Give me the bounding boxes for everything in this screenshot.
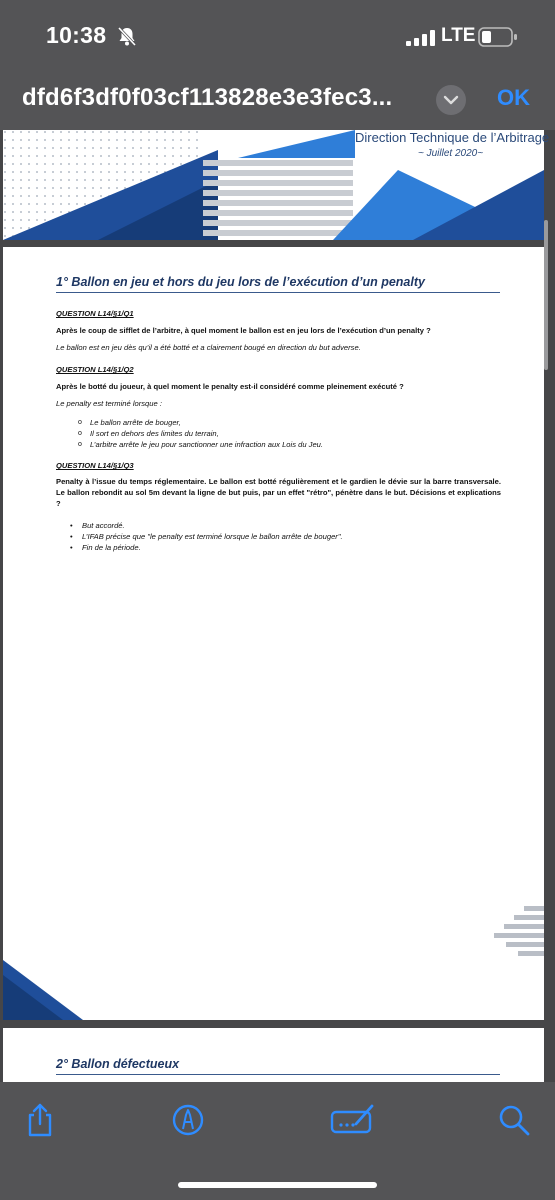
- list-item: • But accordé.: [82, 520, 343, 531]
- question-2-answer-intro: Le penalty est terminé lorsque :: [56, 399, 162, 408]
- question-1-label: QUESTION L14/§1/Q1: [56, 309, 134, 318]
- markup-icon[interactable]: [170, 1102, 206, 1138]
- question-3-label: QUESTION L14/§1/Q3: [56, 461, 134, 470]
- signal-icon: [406, 30, 436, 46]
- signature-icon[interactable]: [330, 1102, 376, 1138]
- section-1-title: 1° Ballon en jeu et hors du jeu lors de l’exécution d’un penalty: [56, 275, 425, 289]
- search-icon[interactable]: [496, 1102, 532, 1138]
- document-title-bar: [0, 72, 555, 130]
- section-1-rule: [56, 292, 500, 293]
- chevron-down-icon: [436, 85, 466, 115]
- pdf-viewer[interactable]: [0, 130, 555, 1082]
- status-bar: [0, 0, 555, 72]
- document-title: dfd6f3df0f03cf113828e3e3fec3...: [22, 84, 393, 111]
- question-3-answer-list: [82, 520, 343, 553]
- pdf-page-2: [3, 247, 544, 1020]
- list-item: • Fin de la période.: [82, 542, 343, 553]
- question-2-answer-list: [90, 417, 323, 450]
- title-menu-button[interactable]: [436, 85, 466, 115]
- question-2-text: Après le botté du joueur, à quel moment le penalty est-il considéré comme pleinement exécuté ?: [56, 382, 404, 391]
- list-item: o Le ballon arrête de bouger,: [90, 417, 323, 428]
- question-1-answer: Le ballon est en jeu dès qu’il a été botté et a clairement bougé en direction du but adverse.: [56, 343, 361, 352]
- share-icon[interactable]: [22, 1102, 58, 1138]
- network-type: LTE: [441, 25, 476, 46]
- header-graphic: [3, 130, 544, 240]
- home-indicator[interactable]: [178, 1182, 377, 1188]
- section-2-title: 2° Ballon défectueux: [56, 1057, 180, 1071]
- question-1-text: Après le coup de sifflet de l’arbitre, à quel moment le ballon est en jeu lors de l’exécution d’un penalty ?: [56, 326, 431, 335]
- header-date: ~ Juillet 2020~: [418, 148, 484, 159]
- list-item: o Il sort en dehors des limites du terrain,: [90, 428, 323, 439]
- header-org-title: Direction Technique de l’Arbitrage: [355, 130, 550, 145]
- silent-bell-icon: [116, 25, 138, 47]
- question-2-label: QUESTION L14/§1/Q2: [56, 365, 134, 374]
- scroll-indicator[interactable]: [544, 220, 548, 370]
- footer-stripes-graphic: [484, 904, 544, 964]
- section-2-rule: [56, 1074, 500, 1075]
- list-item: • L’IFAB précise que "le penalty est terminé lorsque le ballon arrête de bouger".: [82, 531, 343, 542]
- ok-button[interactable]: OK: [497, 85, 530, 110]
- list-item: o L’arbitre arrête le jeu pour sanctionner une infraction aux Lois du Jeu.: [90, 439, 323, 450]
- footer-triangle-graphic: [3, 960, 83, 1020]
- status-time: 10:38: [46, 22, 107, 48]
- battery-icon: [478, 26, 518, 48]
- header-stripes: [203, 160, 353, 236]
- pdf-page-1: [3, 130, 550, 240]
- question-3-text: Penalty à l’issue du temps réglementaire. Le ballon est botté régulièrement et le gardien le dévie sur la barre transversale. Le ballon rebondit au sol 5m devant la ligne de but puis, par un effet "rétro", pénètre dans le but. Décisions et explications ?: [56, 477, 501, 508]
